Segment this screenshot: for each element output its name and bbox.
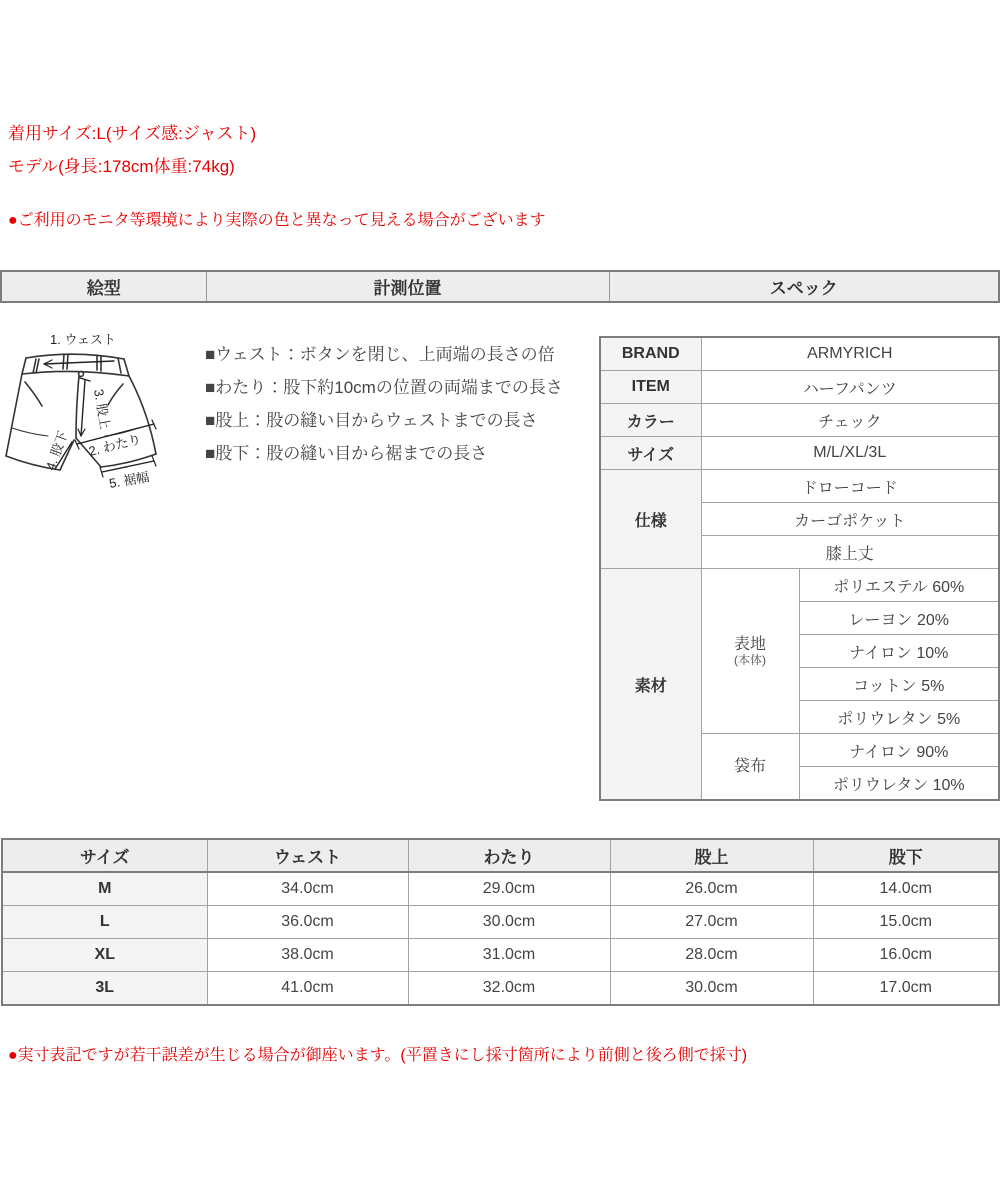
size-col-header-watari: わたり xyxy=(408,839,610,872)
size-row-l xyxy=(2,906,999,939)
size-cell: 26.0cm xyxy=(610,872,813,906)
size-row-3l xyxy=(2,972,999,1006)
size-row-label: M xyxy=(2,872,207,906)
size-cell: 31.0cm xyxy=(408,939,610,972)
spec-material-row: コットン 5% xyxy=(799,668,999,701)
size-row-m xyxy=(2,872,999,906)
size-row-label: 3L xyxy=(2,972,207,1006)
spec-material-row: ポリエステル 60% xyxy=(799,569,999,602)
size-col-header-rise: 股上 xyxy=(610,839,813,872)
spec-value-size: M/L/XL/3L xyxy=(701,437,999,470)
size-row-label: XL xyxy=(2,939,207,972)
spec-label-brand: BRAND xyxy=(600,337,701,371)
spec-value-item: ハーフパンツ xyxy=(701,371,999,404)
material-part-name: 袋布 xyxy=(733,757,766,775)
size-row-xl xyxy=(2,939,999,972)
size-cell: 30.0cm xyxy=(610,972,813,1006)
spec-feature-row: 膝上丈 xyxy=(701,536,999,569)
size-col-header-waist: ウェスト xyxy=(207,839,408,872)
section-header-strip xyxy=(0,270,1000,303)
measure-note-rise: ■股上：股の縫い目からウェストまでの長さ xyxy=(205,411,538,430)
spec-label-features: 仕様 xyxy=(600,470,701,569)
spec-material-row: レーヨン 20% xyxy=(799,602,999,635)
diagram-label-watari: 2. わたり xyxy=(87,431,143,459)
measurement-definitions xyxy=(205,338,600,470)
size-cell: 41.0cm xyxy=(207,972,408,1006)
diagram-label-waist: 1. ウェスト xyxy=(50,332,116,347)
section-header-pattern: 絵型 xyxy=(1,271,206,302)
size-cell: 27.0cm xyxy=(610,906,813,939)
wear-size-note: 着用サイズ:L(サイズ感:ジャスト) xyxy=(8,124,257,143)
size-cell: 29.0cm xyxy=(408,872,610,906)
spec-label-size: サイズ xyxy=(600,437,701,470)
size-col-header-size: サイズ xyxy=(2,839,207,872)
size-cell: 36.0cm xyxy=(207,906,408,939)
size-cell: 15.0cm xyxy=(813,906,999,939)
spec-material-row: ナイロン 10% xyxy=(799,635,999,668)
size-cell: 14.0cm xyxy=(813,872,999,906)
diagram-label-rise: 3. 股上 xyxy=(91,387,113,431)
diagram-label-inseam: 4. 股下 xyxy=(42,428,71,473)
spec-material-part-pocket xyxy=(701,734,799,801)
size-row-label: L xyxy=(2,906,207,939)
spec-label-material: 素材 xyxy=(600,569,701,801)
size-cell: 32.0cm xyxy=(408,972,610,1006)
size-cell: 16.0cm xyxy=(813,939,999,972)
monitor-color-disclaimer: ●ご利用のモニタ等環境により実際の色と異なって見える場合がございます xyxy=(8,212,546,229)
shorts-measurement-diagram xyxy=(2,328,202,493)
measure-note-watari: ■わたり：股下約10cmの位置の両端までの長さ xyxy=(205,378,563,397)
model-info-note: モデル(身長:178cm体重:74kg) xyxy=(8,157,235,176)
spec-label-color: カラー xyxy=(600,404,701,437)
spec-table xyxy=(599,336,1000,801)
spec-material-row: ポリウレタン 5% xyxy=(799,701,999,734)
size-cell: 38.0cm xyxy=(207,939,408,972)
spec-feature-row: カーゴポケット xyxy=(701,503,999,536)
diagram-label-hem: 5. 裾幅 xyxy=(107,469,151,491)
measure-note-inseam: ■股下：股の縫い目から裾までの長さ xyxy=(205,444,488,463)
material-part-name: 表地 xyxy=(733,635,766,653)
spec-feature-row: ドローコード xyxy=(701,470,999,503)
spec-value-color: チェック xyxy=(701,404,999,437)
size-cell: 30.0cm xyxy=(408,906,610,939)
size-chart-table xyxy=(1,838,1000,1006)
spec-material-row: ナイロン 90% xyxy=(799,734,999,767)
size-cell: 34.0cm xyxy=(207,872,408,906)
section-header-measure-position: 計測位置 xyxy=(206,271,609,302)
material-part-subname: (本体) xyxy=(734,652,766,667)
size-cell: 17.0cm xyxy=(813,972,999,1006)
size-cell: 28.0cm xyxy=(610,939,813,972)
size-col-header-inseam: 股下 xyxy=(813,839,999,872)
measure-note-waist: ■ウェスト：ボタンを閉じ、上両端の長さの倍 xyxy=(205,345,555,364)
spec-material-part-shell xyxy=(701,569,799,734)
measurement-disclaimer-note: ●実寸表記ですが若干誤差が生じる場合が御座います。(平置きにし採寸箇所により前側と後ろ側で採寸) xyxy=(8,1047,748,1064)
spec-material-row: ポリウレタン 10% xyxy=(799,767,999,801)
spec-label-item: ITEM xyxy=(600,371,701,404)
spec-value-brand: ARMYRICH xyxy=(701,337,999,371)
section-header-spec: スペック xyxy=(609,271,999,302)
shorts-drawing xyxy=(2,328,202,493)
